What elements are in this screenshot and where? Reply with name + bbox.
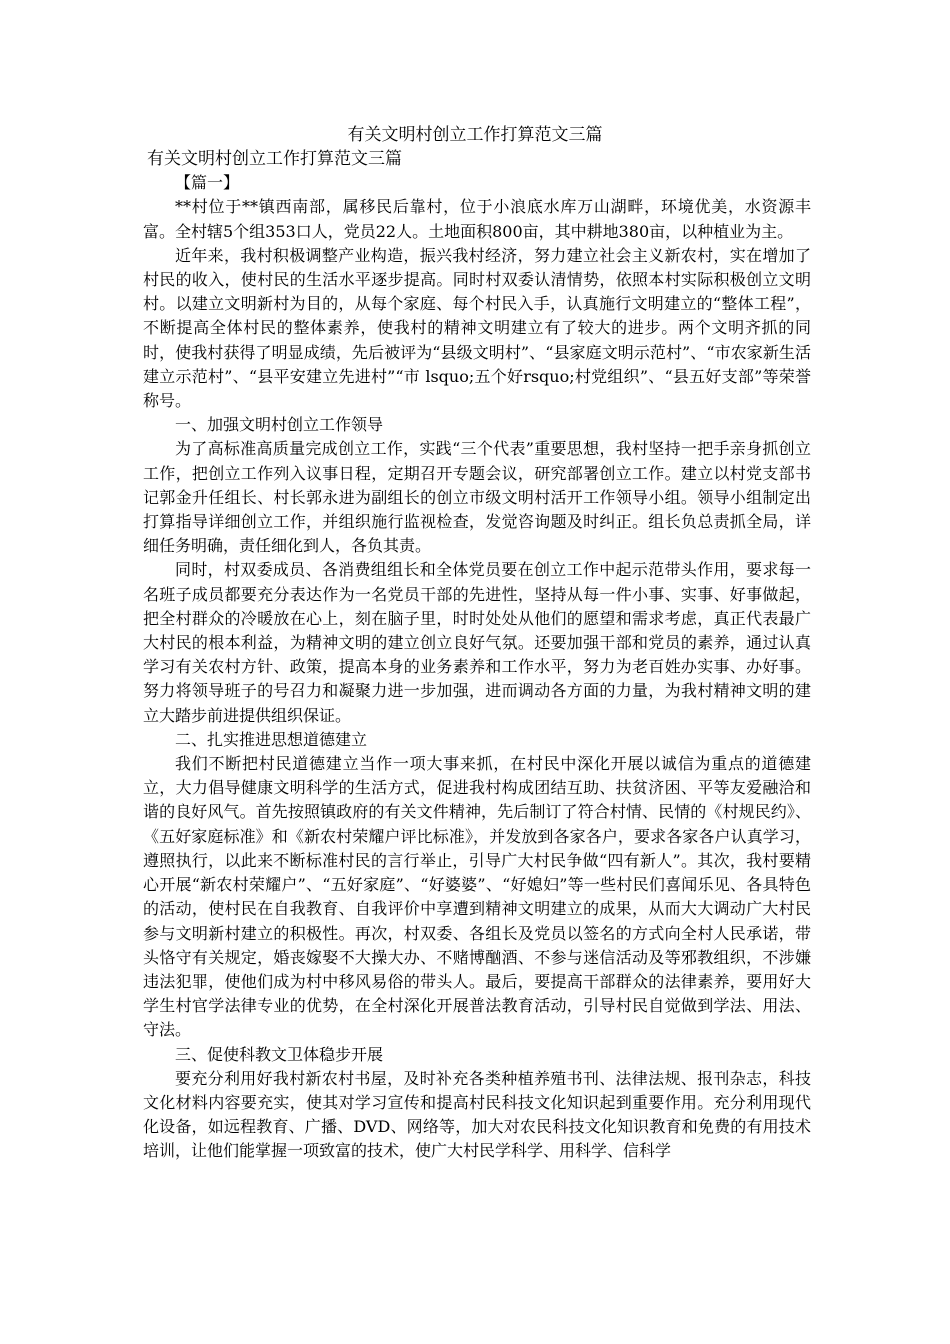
paragraph: 要充分利用好我村新农村书屋，及时补充各类种植养殖书刊、法律法规、报刊杂志，科技文化材料内容要充实，使其对学习宣传和提高村民科技文化知识起到重要作用。充分利用现代化设备，如远程教育、广播、DVD、网络等，加大对农民科技文化知识教育和免费的有用技术培训，让他们能掌握一项致富的技术，使广大村民学科学、用科学、信科学 xyxy=(143,1068,811,1161)
document-body xyxy=(143,147,811,1164)
paragraph: 同时，村双委成员、各消费组组长和全体党员要在创立工作中起示范带头作用，要求每一名班子成员都要充分表达作为一名党员干部的先进性，坚持从每一件小事、实事、好事做起，把全村群众的冷暖放在心上，刻在脑子里，时时处处从他们的愿望和需求考虑，真正代表最广大村民的根本利益，为精神文明的建立创立良好气氛。还要加强干部和党员的素养，通过认真学习有关农村方针、政策，提高本身的业务素养和工作水平，努力为老百姓办实事、办好事。努力将领导班子的号召力和凝聚力进一步加强，进而调动各方面的力量，为我村精神文明的建立大踏步前进提供组织保证。 xyxy=(143,560,811,725)
section-heading: 一、加强文明村创立工作领导 xyxy=(175,415,384,435)
paragraph: 近年来，我村积极调整产业构造，振兴我村经济，努力建立社会主义新农村，实在增加了村民的收入，使村民的生活水平逐步提高。同时村双委认清情势，依照本村实际积极创立文明村。以建立文明新村为目的，从每个家庭、每个村民入手，认真施行文明建立的“整体工程”，不断提高全体村民的整体素养，使我村的精神文明建立有了较大的进步。两个文明齐抓的同时，使我村获得了明显成绩，先后被评为“县级文明村”、“县家庭文明示范村”、“市农家新生活建立示范村”、“县平安建立先进村”“市 lsquo;五个好rsquo;村党组织”、“县五好支部”等荣誉称号。 xyxy=(143,245,811,411)
section-label: 【篇一】 xyxy=(175,173,240,193)
paragraph: 为了高标准高质量完成创立工作，实践“三个代表”重要思想，我村坚持一把手亲身抓创立工作，把创立工作列入议事日程，定期召开专题会议，研究部署创立工作。建立以村党支部书记郭金升任组长、村长郭永进为副组长的创立市级文明村活开工作领导小组。领导小组制定出打算指导详细创立工作，并组织施行监视检查，发觉咨询题及时纠正。组长负总责抓全局，详细任务明确，责任细化到人，各负其责。 xyxy=(143,439,811,556)
document-subtitle: 有关文明村创立工作打算范文三篇 xyxy=(147,149,402,169)
paragraph: **村位于**镇西南部，属移民后靠村，位于小浪底水库万山湖畔，环境优美，水资源丰富。全村辖5个组353口人，党员22人。土地面积800亩，其中耕地380亩，以种植业为主。 xyxy=(143,197,811,241)
section-heading: 三、促使科教文卫体稳步开展 xyxy=(175,1044,384,1064)
section-heading: 二、扎实推进思想道德建立 xyxy=(175,729,368,749)
document-title: 有关文明村创立工作打算范文三篇 xyxy=(347,125,603,145)
paragraph: 我们不断把村民道德建立当作一项大事来抓，在村民中深化开展以诚信为重点的道德建立，大力倡导健康文明科学的生活方式，促进我村构成团结互助、扶贫济困、平等友爱融洽和谐的良好风气。首先按照镇政府的有关文件精神，先后制订了符合村情、民情的《村规民约》、《五好家庭标准》和《新农村荣耀户评比标准》，并发放到各家各户，要求各家各户认真学习，遵照执行，以此来不断标准村民的言行举止，引导广大村民争做“四有新人”。其次，我村要精心开展“新农村荣耀户”、“五好家庭”、“好婆婆”、“好媳妇”等一些村民们喜闻乐见、各具特色的活动，使村民在自我教育、自我评价中享遭到精神文明建立的成果，从而大大调动广大村民参与文明新村建立的积极性。再次，村双委、各组长及党员以签名的方式向全村人民承诺，带头恪守有关规定，婚丧嫁娶不大操大办、不赌博酗酒、不参与迷信活动及等邪教组织，不涉嫌违法犯罪，使他们成为村中移风易俗的带头人。最后，要提高干部群众的法律素养，要用好大学生村官学法律专业的优势，在全村深化开展普法教育活动，引导村民自觉做到学法、用法、守法。 xyxy=(143,754,811,1040)
